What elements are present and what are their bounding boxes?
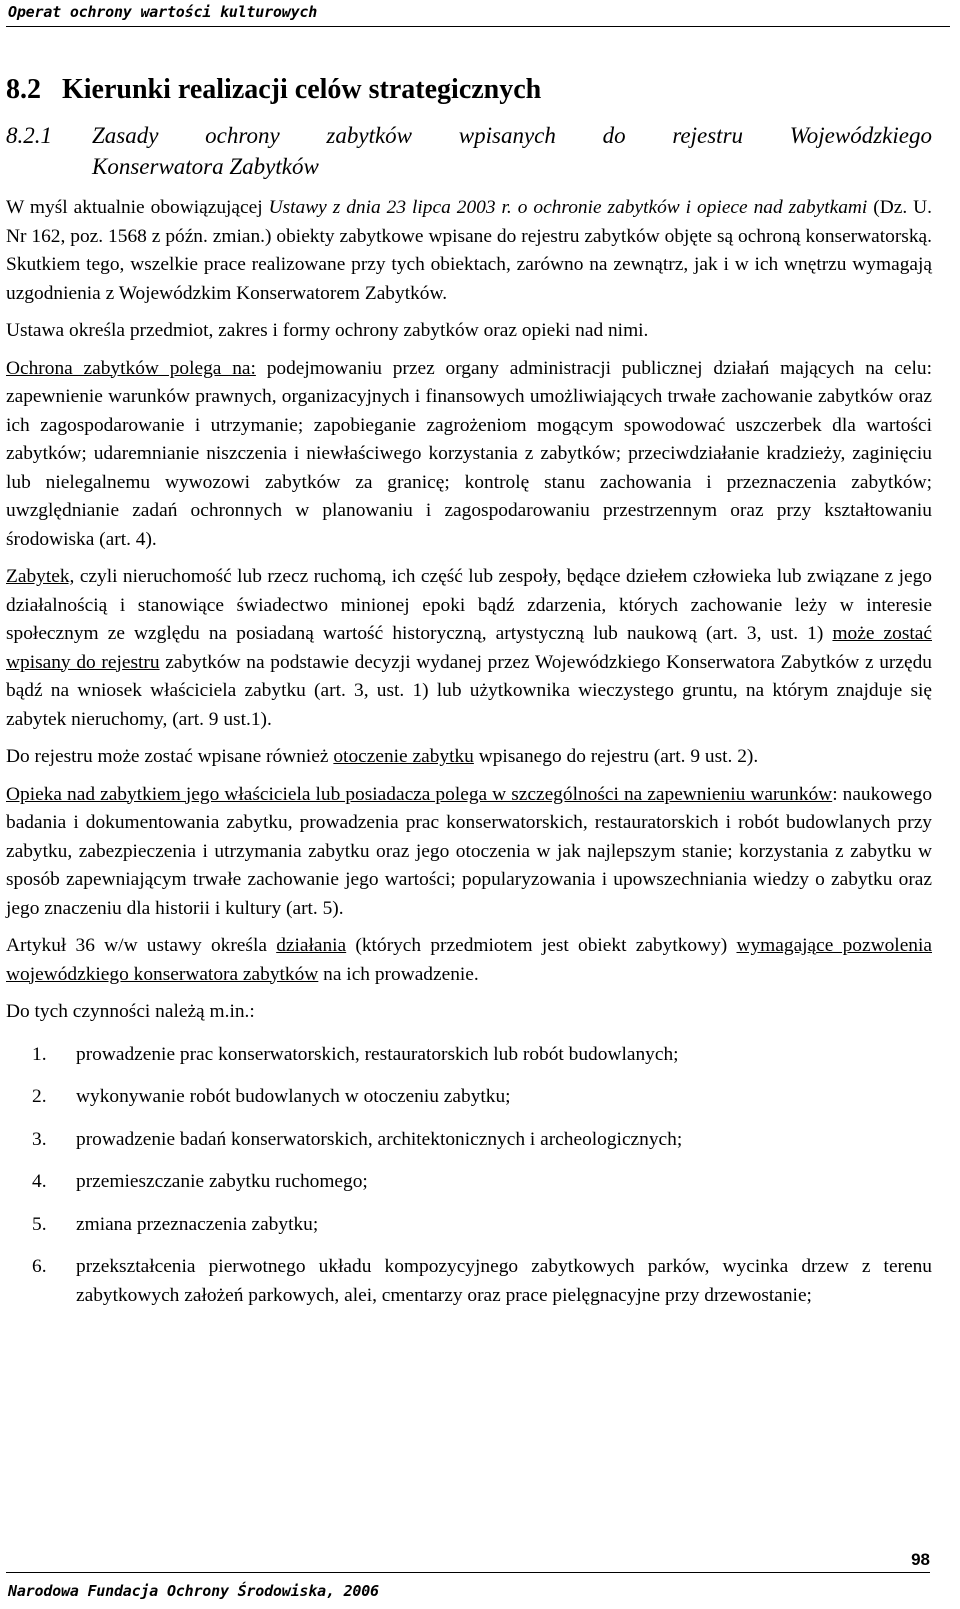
paragraph-3 — [6, 355, 932, 555]
header-rule — [6, 26, 950, 27]
list-item — [6, 1211, 932, 1240]
running-header: Operat ochrony wartości kulturowych — [8, 3, 318, 21]
subsection-title-line2: Konserwatora Zabytków — [92, 154, 319, 179]
subsection-title-line1: Zasady ochrony zabytków wpisanych do rejestru Wojewódzkiego — [92, 123, 932, 148]
p3-underlined: Ochrona zabytków polega na: — [6, 357, 256, 379]
list-item — [6, 1168, 932, 1197]
p7-text-c: na ich prowadzenie. — [318, 963, 479, 985]
paragraph-8: Do tych czynności należą m.in.: — [6, 1001, 255, 1022]
list-item-number: 4. — [32, 1171, 47, 1192]
paragraph-2: Ustawa określa przedmiot, zakres i formy ochrony zabytków oraz opieki nad nimi. — [6, 320, 649, 341]
section-number: 8.2 — [6, 74, 41, 105]
list-item-number: 1. — [32, 1043, 47, 1065]
footer-text: Narodowa Fundacja Ochrony Środowiska, 2006 — [8, 1582, 379, 1600]
list-item — [6, 1126, 932, 1155]
subsection-heading — [6, 120, 932, 182]
list-item-number: 5. — [32, 1213, 47, 1235]
page-content — [6, 66, 932, 1324]
paragraph-5 — [6, 743, 932, 772]
list-item-text: przekształcenia pierwotnego układu kompozycyjnego zabytkowych parków, wycinka drzew z terenu zabytkowych założeń parkowych, alei, cmentarzy oraz prace pielęgnacyjne przy drzewostanie; — [76, 1256, 932, 1306]
p7-underlined-1: działania — [276, 935, 347, 956]
p7-text-b: (których przedmiotem jest obiekt zabytkowy) — [346, 935, 737, 956]
list-item — [6, 1041, 932, 1070]
list-item-text: przemieszczanie zabytku ruchomego; — [76, 1171, 368, 1192]
activities-list — [6, 1041, 932, 1311]
p4-underlined-1: Zabytek, — [6, 566, 75, 587]
paragraph-7 — [6, 932, 932, 989]
subsection-title — [92, 120, 932, 182]
list-item — [6, 1083, 932, 1112]
p6-text: : naukowego badania i dokumentowania zabytku, prowadzenia prac konserwatorskich, restauratorskich i robót budowlanych przy zabytku, zabezpieczenia i utrzymania zabytku oraz jego otoczenia w jak najlepszym stanie; korzystania z zabytku w sposób zapewniającym trwałe zachowanie jego wartości; popularyzowania i upowszechniania wiedzy o zabytku oraz jego znaczeniu dla historii i kultury (art. 5). — [6, 783, 933, 919]
list-item-number: 3. — [32, 1128, 47, 1150]
paragraph-1 — [6, 194, 932, 308]
paragraph-6 — [6, 781, 932, 924]
p4-text-mid: czyli nieruchomość lub rzecz ruchomą, ich część lub zespoły, będące dziełem człowieka lub związane z jego działalnością i stanowiące świadectwo minionej epoki bądź zdarzenia, których zachowanie leży w interesie społecznym ze względu na posiadaną wartość historyczną, artystyczną lub naukową (art. 3, ust. 1) — [6, 566, 932, 644]
paragraph-4 — [6, 563, 932, 734]
section-title: Kierunki realizacji celów strategicznych — [62, 74, 542, 105]
list-item — [6, 1253, 932, 1310]
p4-underlined-2: może zostać wpisany do rejestru — [6, 623, 932, 673]
list-item-text: zmiana przeznaczenia zabytku; — [76, 1213, 319, 1235]
list-item-number: 6. — [32, 1256, 47, 1277]
list-item-text: prowadzenie prac konserwatorskich, restauratorskich lub robót budowlanych; — [76, 1043, 679, 1065]
list-item-text: wykonywanie robót budowlanych w otoczeniu zabytku; — [76, 1086, 511, 1107]
p3-text: podejmowaniu przez organy administracji publicznej działań mających na celu: zapewnienie warunków prawnych, organizacyjnych i finansowych umożliwiających trwałe zachowanie zabytków oraz ich zagospodarowanie i utrzymanie; zapobieganie zagrożeniom mogącym spowodować uszczerbek dla wartości zabytków; udaremnianie niszczenia i niewłaściwego korzystania z zabytków; przeciwdziałanie kradzieży, zaginięciu lub nielegalnemu wywozowi zabytków za granicę; kontrolę stanu zachowania i przeznaczenia zabytków; uwzględnianie zadań ochronnych w planowaniu i zagospodarowaniu przestrzennym oraz przy kształtowaniu środowiska (art. 4). — [6, 357, 932, 550]
list-item-text: prowadzenie badań konserwatorskich, architektonicznych i archeologicznych; — [76, 1128, 683, 1150]
subsection-number: 8.2.1 — [6, 123, 52, 148]
p7-underlined-2: wymagające pozwolenia wojewódzkiego konserwatora zabytków — [6, 935, 932, 985]
page-number: 98 — [911, 1550, 930, 1569]
p5-text-a: Do rejestru może zostać wpisane również — [6, 746, 334, 767]
p6-underlined: Opieka nad zabytkiem jego właściciela lub posiadacza polega w szczególności na zapewnieniu warunków — [6, 783, 833, 805]
p1-law-title: Ustawy z dnia 23 lipca 2003 r. o ochronie zabytków i opiece nad zabytkami — [268, 197, 868, 218]
p7-text-a: Artykuł 36 w/w ustawy określa — [6, 935, 277, 956]
p1-text-c: (Dz. U. Nr 162, poz. 1568 z późn. zmian.) obiekty zabytkowe wpisane do rejestru zabytków objęte są ochroną konserwatorską. Skutkiem tego, wszelkie prace realizowane przy tych obiektach, zarówno na zewnątrz, jak i w ich wnętrzu wymagają uzgodnienia z Wojewódzkim Konserwatorem Zabytków. — [6, 197, 932, 304]
p4-text-end: zabytków na podstawie decyzji wydanej przez Wojewódzkiego Konserwatora Zabytków z urzędu bądź na wniosek właściciela zabytku (art. 3, ust. 1) lub użytkownika wieczystego gruntu, na którym znajduje się zabytek nieruchomy, (art. 9 ust.1). — [6, 651, 932, 730]
p5-underlined: otoczenie zabytku — [333, 746, 474, 767]
footer-rule — [6, 1572, 930, 1573]
list-item-number: 2. — [32, 1086, 47, 1107]
p1-text-a: W myśl aktualnie obowiązującej — [6, 197, 269, 218]
p5-text-b: wpisanego do rejestru (art. 9 ust. 2). — [473, 746, 759, 767]
section-heading — [6, 72, 932, 108]
